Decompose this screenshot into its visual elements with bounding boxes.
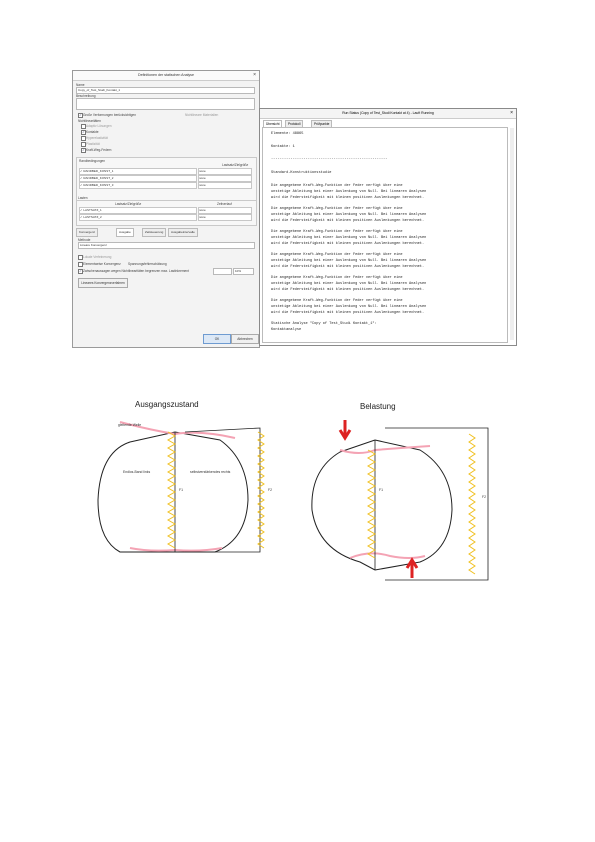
constraint-row[interactable] <box>79 175 197 182</box>
constraint-row[interactable] <box>79 182 197 189</box>
close-icon[interactable]: × <box>253 72 256 78</box>
right-f2-label: F2 <box>482 495 486 499</box>
left-diagram-title: Ausgangszustand <box>135 400 199 409</box>
status-line: wird die Federsteifigkeit mit kleinen positiven Auslenkungen berechnet. <box>271 219 425 223</box>
right-side-annotation: selbstverstärkendes rechts <box>190 470 231 474</box>
stress-error-label: Spannungsfehlerschätzung <box>128 262 167 266</box>
gleit-annotation: gleitende Welle <box>118 423 142 427</box>
ok-button[interactable]: OK <box>203 334 231 344</box>
tab-ausgabe[interactable]: Ausgabe <box>116 228 134 237</box>
pink-band <box>350 553 425 558</box>
spring-f2 <box>258 432 264 548</box>
tab-ausgabeintervalle[interactable]: Ausgabeintervalle <box>168 228 198 237</box>
left-contour-right <box>175 432 248 552</box>
description-field[interactable] <box>76 98 255 110</box>
status-line: Kontaktanalyse <box>271 328 302 332</box>
spring-f1 <box>168 432 175 548</box>
right-diagram-title: Belastung <box>360 402 396 411</box>
nonlinear-label: Nichtlinearitäten <box>78 119 101 123</box>
status-line: wird die Federsteifigkeit mit kleinen positiven Auslenkungen berechnet. <box>271 242 425 246</box>
row-checkbox[interactable]: ✓ <box>80 176 84 180</box>
status-line: wird die Federsteifigkeit mit kleinen positiven Auslenkungen berechnet. <box>271 265 425 269</box>
status-title: Run Status (Copy of Test_Studi Kontakt at 4) - Lauft Running <box>342 111 434 115</box>
f1-label: F1 <box>179 488 183 492</box>
status-line: wird die Federsteifigkeit mit kleinen positiven Auslenkungen berechnet. <box>271 288 425 292</box>
right-contour-left <box>312 440 375 570</box>
constraint-row[interactable] <box>79 168 197 175</box>
spring-frame <box>185 428 260 552</box>
tab-checkpoints[interactable]: Prüfpunkte <box>311 120 332 128</box>
dialog-titlebar <box>73 71 259 81</box>
material-label: Nichtlineare Materialien <box>185 113 219 117</box>
method-select[interactable] <box>78 242 255 249</box>
status-line: unstetige Ableitung bei einer Auslenkung von Null. Bei linearen Analysen <box>271 190 427 194</box>
local-refine-label: Lokale Verfeinerung <box>83 255 112 259</box>
loads-label: Lasten <box>78 196 88 200</box>
close-icon[interactable]: × <box>510 110 513 116</box>
status-line: Die angegebene Kraft-Weg-Funktion der Feder verfügt über eine <box>271 299 403 303</box>
row-checkbox[interactable]: ✓ <box>80 183 84 187</box>
adapt-label: Adaptiv Lösungen <box>86 124 112 128</box>
row-name: RANDBED_KONST_3 <box>83 183 114 187</box>
percent-value: 10% <box>235 269 242 273</box>
right-diagram <box>312 420 488 580</box>
status-line: ------------------------------------------------------ <box>271 157 388 161</box>
row-name: RANDBED_KONST_1 <box>83 169 114 173</box>
kraft-label: Kraft-Weg-Federn <box>86 148 112 152</box>
status-line: Die angegebene Kraft-Weg-Funktion der Feder verfügt über eine <box>271 207 403 211</box>
value-text: none <box>199 208 206 212</box>
status-line: unstetige Ableitung bei einer Auslenkung von Null. Bei linearen Analysen <box>271 213 427 217</box>
hyper-label: Hyperelastizität <box>86 136 108 140</box>
loads-column-header: Lastsatz/Zielgröße <box>115 202 142 206</box>
analysis-definition-dialog <box>72 70 260 348</box>
description-label: Beschreibung <box>76 94 96 98</box>
row-checkbox[interactable]: ✓ <box>80 169 84 173</box>
limit-increment-checkbox[interactable]: ✓ <box>79 269 82 273</box>
status-text-area[interactable] <box>262 127 508 343</box>
value-text: none <box>199 215 206 219</box>
left-side-annotation: Endlos-Band links <box>123 470 151 474</box>
tab-strip <box>76 228 255 236</box>
limit-increment-label: Zwischenaussagen wegen Nichtlinearitäten begrenzen max. Lastinkrement <box>83 269 189 273</box>
status-line: unstetige Ableitung bei einer Auslenkung von Null. Bei linearen Analysen <box>271 236 427 240</box>
contacts-checkbox[interactable]: ✓ <box>82 130 85 134</box>
increment-input[interactable] <box>213 268 232 275</box>
row-value[interactable] <box>198 175 252 182</box>
row-value[interactable] <box>198 207 252 214</box>
name-label: Name <box>76 83 85 87</box>
left-contour-left <box>98 432 175 552</box>
left-diagram <box>98 422 264 552</box>
large-deform-label: Große Verformungen berücksichtigen <box>83 113 136 117</box>
element-conv-label: Elementweise Konvergenz <box>83 262 121 266</box>
tab-overview[interactable]: Übersicht <box>263 120 282 128</box>
value-text: none <box>199 169 206 173</box>
row-checkbox[interactable]: ✓ <box>80 215 84 219</box>
loads-group <box>76 200 257 226</box>
large-deform-checkbox[interactable]: ✓ <box>79 113 82 117</box>
load-row[interactable] <box>79 214 197 221</box>
constraints-label: Randbedingungen <box>79 159 106 163</box>
name-field[interactable]: Copy_of_Test_Studi_Kontakt_1 <box>76 87 255 94</box>
value-text: none <box>199 176 206 180</box>
status-line: Die angegebene Kraft-Weg-Funktion der Feder verfügt über eine <box>271 253 403 257</box>
status-titlebar <box>260 109 516 119</box>
status-line: unstetige Ableitung bei einer Auslenkung von Null. Bei linearen Analysen <box>271 259 427 263</box>
right-contour-right <box>375 440 452 570</box>
status-line: Standard-Konstruktionsstudie <box>271 171 332 175</box>
spring-f2 <box>469 434 475 574</box>
down-arrow-icon <box>340 420 350 438</box>
status-line: wird die Federsteifigkeit mit kleinen positiven Auslenkungen berechnet. <box>271 311 425 315</box>
dialog-title: Definitionen der statischen Analyse <box>138 73 194 77</box>
status-line: Die angegebene Kraft-Weg-Funktion der Feder verfügt über eine <box>271 230 403 234</box>
row-value[interactable] <box>198 214 252 221</box>
value-text: none <box>199 183 206 187</box>
status-line: wird die Federsteifigkeit mit kleinen positiven Auslenkungen berechnet. <box>271 196 425 200</box>
row-name: LASTSATZ_2 <box>83 215 102 219</box>
set-column-header: Lastsatz/Zielgröße <box>222 163 249 167</box>
status-line: Die angegebene Kraft-Weg-Funktion der Feder verfügt über eine <box>271 184 403 188</box>
load-row[interactable] <box>79 207 197 214</box>
status-line: Kontakte: 1 <box>271 145 295 149</box>
row-value[interactable] <box>198 182 252 189</box>
load-cycle-header: Zeitverlauf <box>217 202 232 206</box>
tab-protocol[interactable]: Protokoll <box>285 120 303 128</box>
row-name: LASTSATZ_1 <box>83 208 102 212</box>
pink-band <box>130 548 222 551</box>
row-value[interactable] <box>198 168 252 175</box>
method-label: Methode <box>78 238 91 242</box>
row-checkbox[interactable]: ✓ <box>80 208 84 212</box>
run-status-window <box>259 108 517 346</box>
plast-label: Plastizität <box>86 142 100 146</box>
status-scrollbar[interactable] <box>510 128 514 340</box>
cancel-button[interactable]: Abbrechen <box>231 334 259 344</box>
status-line: unstetige Ableitung bei einer Auslenkung von Null. Bei linearen Analysen <box>271 282 427 286</box>
tab-konvergenz[interactable]: Konvergenz <box>76 228 98 237</box>
f2-label: F2 <box>268 488 272 492</box>
right-f1-label: F1 <box>379 488 383 492</box>
constraints-group <box>76 157 257 201</box>
contacts-label: Kontakte <box>86 130 99 134</box>
tab-zeitsteuerung[interactable]: Zeitsteuerung <box>142 228 166 237</box>
status-line: Die angegebene Kraft-Weg-Funktion der Feder verfügt über eine <box>271 276 403 280</box>
status-line: Statische Analyse "Copy of Test_Studi Kontakt_1": <box>271 322 377 326</box>
kraft-checkbox[interactable]: ✓ <box>82 148 85 152</box>
method-value: Lineare Konvergenz <box>80 243 107 247</box>
status-line: Elemente: 48865 <box>271 132 304 136</box>
percent-select[interactable] <box>233 268 254 275</box>
spring-f1 <box>368 450 375 558</box>
status-line: unstetige Ableitung bei einer Auslenkung von Null. Bei linearen Analysen <box>271 305 427 309</box>
spring-diagram <box>0 410 595 600</box>
row-name: RANDBED_KONST_2 <box>83 176 114 180</box>
mesh-convergence-button[interactable]: Lineares Konvergenzverfahren <box>78 278 128 288</box>
